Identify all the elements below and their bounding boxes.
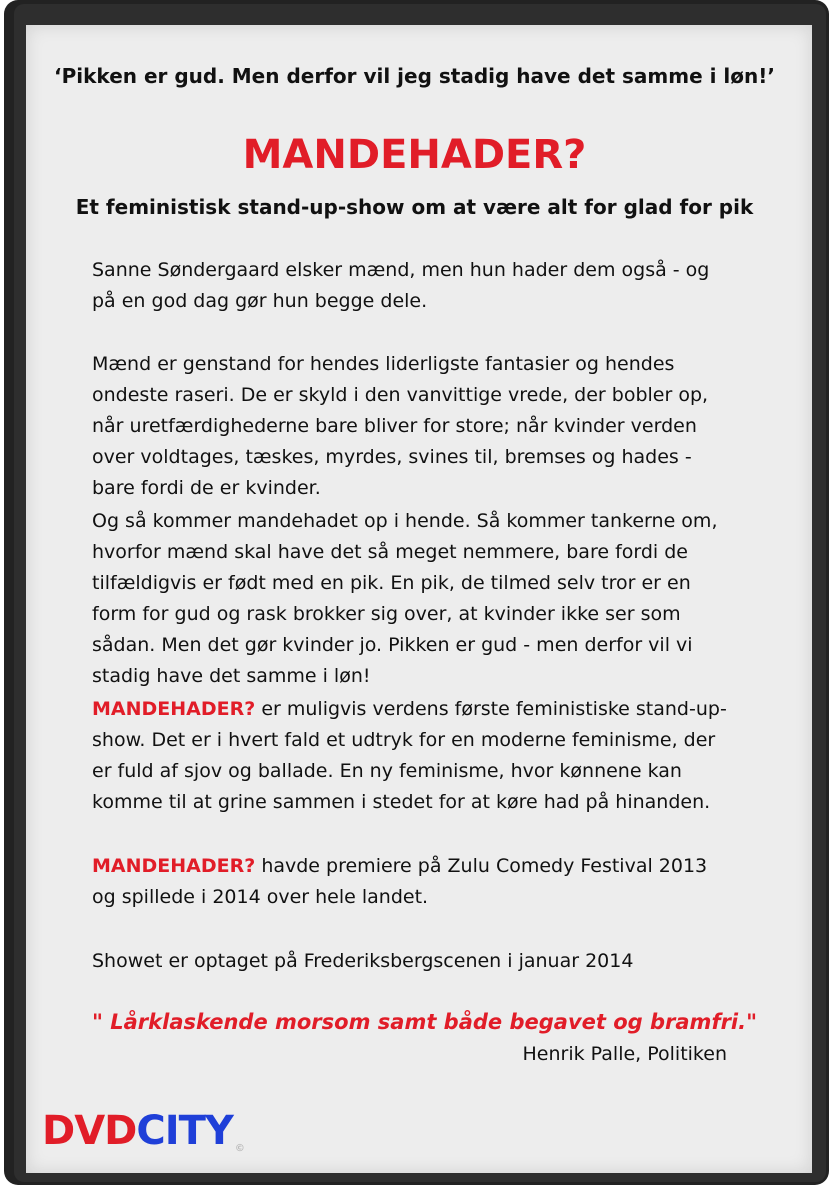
paragraph-hatred: Og så kommer mandehadet op i hende. Så kommer tankerne om, hvorfor mænd skal have det så meget nemmere, bare fordi de tilfældigvis er født med en pik. En pik, de tilmed selv tror er en form for gud og rask brokker sig over, at kvinder ikke ser som sådan. Men det gør kvinder jo. Pikken er gud - men derfor vil vi stadig have det samme i løn! [92, 510, 718, 687]
show-title-highlight: MANDEHADER? [92, 698, 256, 720]
copyright-mark: © [234, 1143, 244, 1154]
paragraph-recording: Showet er optaget på Frederiksbergscenen i januar 2014 [92, 950, 634, 972]
paragraph-about-show [92, 694, 732, 818]
paragraph-premiere [92, 851, 732, 913]
dvdcity-logo [42, 1108, 244, 1154]
logo-dvd: DVD [42, 1108, 137, 1154]
paragraph-text: er muligvis verdens første feministiske stand-up-show. Det er i hvert fald et udtryk for en moderne feminisme, der er fuld af sjov og ballade. En ny feminisme, hvor kønnene kan komme til at grine sammen i stedet for at køre had på hinanden. [92, 698, 727, 813]
paragraph-text: havde premiere på Zulu Comedy Festival 2013 og spillede i 2014 over hele landet. [92, 855, 708, 908]
paragraph-rage: Mænd er genstand for hendes liderligste fantasier og hendes ondeste raseri. De er skyld i den vanvittige vrede, der bobler op, når uretfærdighederne bare bliver for store; når kvinder verden over voldtages, tæskes, myrdes, svines til, bremses og hades - bare fordi de er kvinder. [92, 353, 709, 499]
review-quote: " Lårklaskende morsom samt både begavet og bramfri." [92, 1010, 758, 1034]
page-title: MANDEHADER? [242, 132, 587, 178]
tagline: ‘Pikken er gud. Men derfor vil jeg stadig have det samme i løn!’ [54, 64, 775, 88]
logo-city: CITY [136, 1108, 233, 1154]
subtitle: Et feministisk stand-up-show om at være alt for glad for pik [75, 195, 754, 219]
show-title-highlight: MANDEHADER? [92, 855, 256, 877]
review-source: Henrik Palle, Politiken [522, 1043, 727, 1065]
paragraph-intro: Sanne Søndergaard elsker mænd, men hun hader dem også - og på en god dag gør hun begge dele. [92, 259, 710, 312]
